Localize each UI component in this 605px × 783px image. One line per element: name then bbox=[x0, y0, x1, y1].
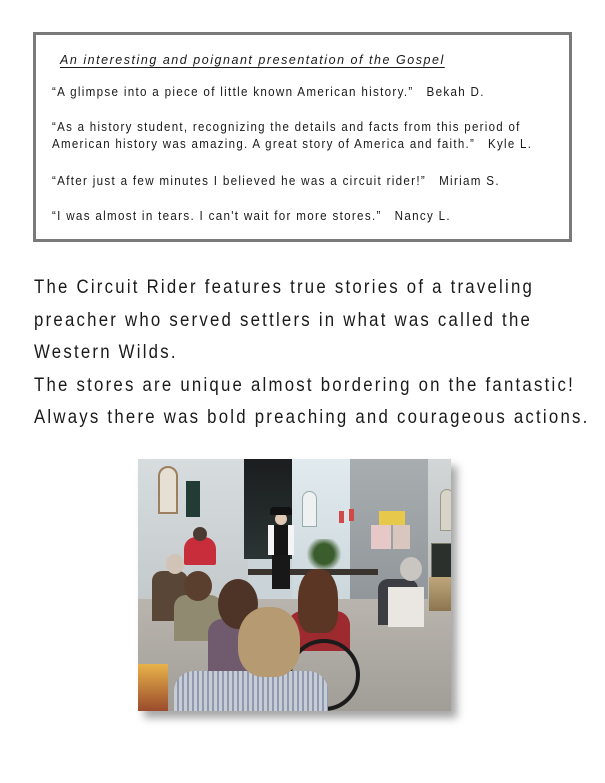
performance-photo bbox=[138, 459, 451, 711]
description-line: Always there was bold preaching and courageous actions. bbox=[34, 406, 590, 428]
wall-banner bbox=[186, 481, 200, 517]
audience-member-head bbox=[298, 569, 338, 633]
audience-member-head bbox=[166, 554, 184, 574]
testimonial-quote bbox=[52, 173, 500, 190]
audience-member-head bbox=[238, 607, 300, 677]
description-line: Western Wilds. bbox=[34, 341, 178, 363]
audience-member-head bbox=[184, 571, 212, 601]
quote-text: “A glimpse into a piece of little known American history.” bbox=[52, 85, 414, 99]
arched-window-decor bbox=[440, 489, 451, 531]
potted-plant bbox=[304, 539, 344, 569]
wall-sign bbox=[349, 509, 354, 521]
chair-with-coat bbox=[388, 587, 424, 627]
description-paragraph bbox=[34, 271, 590, 434]
testimonials-heading: An interesting and poignant presentation of the Gospel bbox=[60, 52, 445, 67]
audience-member-head bbox=[193, 527, 207, 541]
quote-author: Kyle L. bbox=[488, 137, 533, 151]
arched-window-decor bbox=[158, 466, 178, 514]
testimonial-quote bbox=[52, 119, 532, 153]
wall-poster bbox=[393, 525, 410, 549]
description-line: The stores are unique almost bordering on the fantastic! bbox=[34, 373, 575, 396]
speaker-legs bbox=[272, 555, 290, 589]
wall-poster bbox=[371, 525, 391, 549]
barrel bbox=[429, 577, 451, 611]
quote-author: Bekah D. bbox=[426, 85, 485, 99]
arched-window-decor bbox=[302, 491, 317, 527]
speaker-hat bbox=[270, 507, 292, 515]
audience-member bbox=[174, 671, 328, 711]
drink-glasses bbox=[138, 664, 168, 711]
quote-text: “After just a few minutes I believed he was a circuit rider!” bbox=[52, 174, 427, 188]
quote-author: Miriam S. bbox=[439, 174, 500, 188]
description-line: The Circuit Rider features true stories of a traveling bbox=[34, 276, 535, 298]
quote-text: “As a history student, recognizing the details and facts from this period of bbox=[52, 120, 521, 134]
testimonial-quote bbox=[52, 84, 485, 101]
wall-sign bbox=[339, 511, 344, 523]
testimonials-box bbox=[33, 32, 572, 242]
quote-author: Nancy L. bbox=[394, 209, 451, 223]
chalkboard bbox=[431, 543, 451, 579]
wall-poster bbox=[379, 511, 405, 525]
speaker-vest bbox=[274, 525, 288, 555]
audience-member bbox=[184, 537, 216, 565]
quote-text: American history was amazing. A great story of America and faith.” bbox=[52, 137, 476, 151]
testimonial-quote bbox=[52, 208, 451, 225]
quote-text: “I was almost in tears. I can't wait for more stores.” bbox=[52, 209, 382, 223]
description-line: preacher who served settlers in what was called the bbox=[34, 308, 533, 331]
audience-member-head bbox=[400, 557, 422, 581]
